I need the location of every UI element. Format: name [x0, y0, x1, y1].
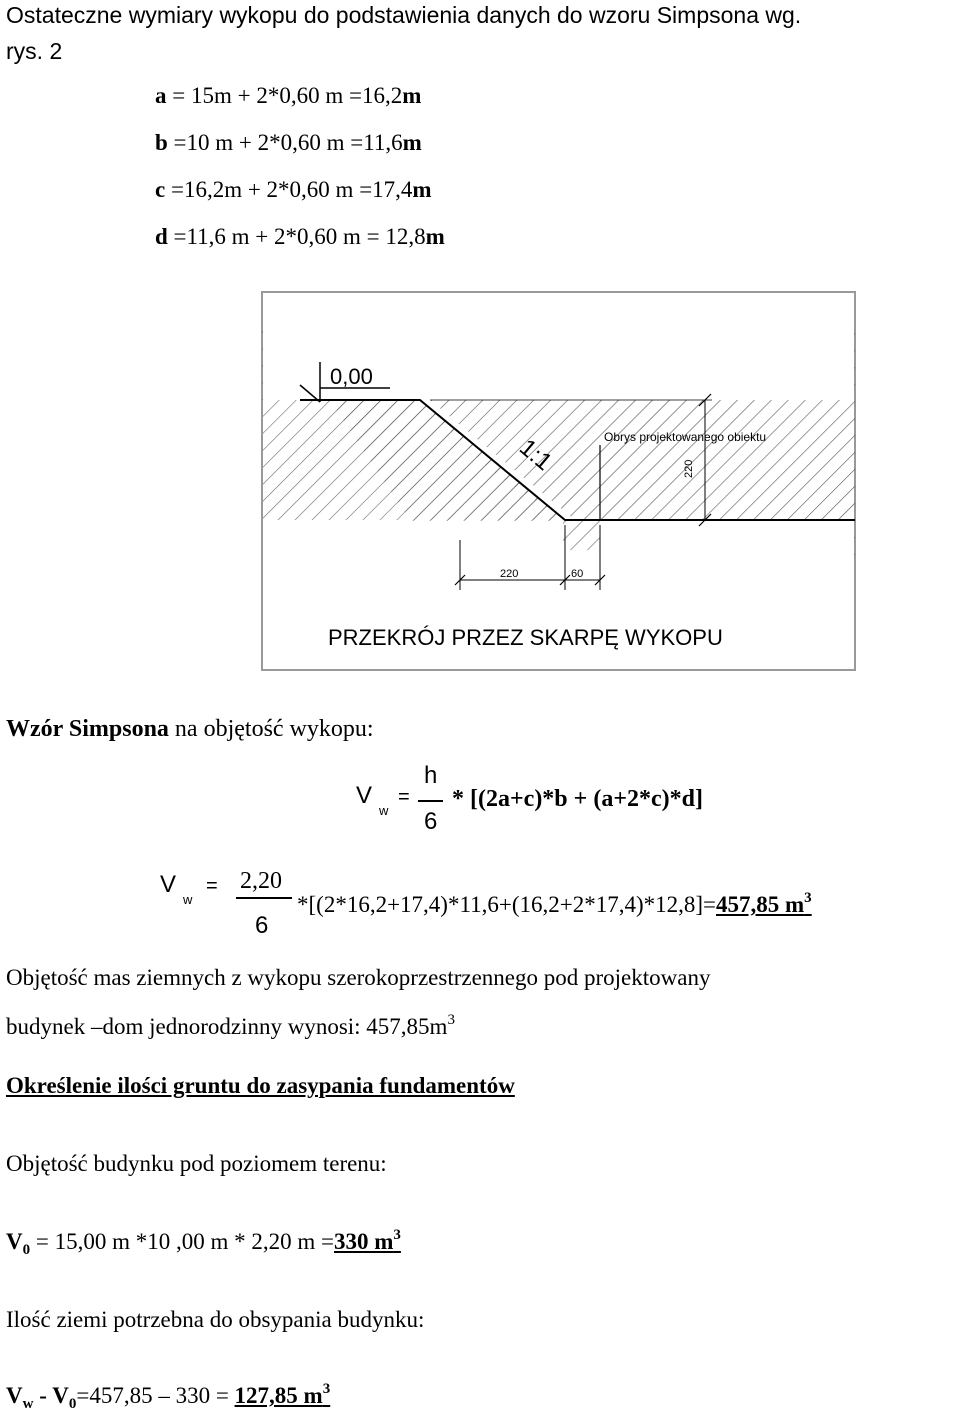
excavation-cross-section-figure — [0, 0, 960, 680]
simpson-formula-w: w — [379, 803, 389, 818]
width-dimension-2-label: 60 — [571, 568, 584, 580]
volume-text-line-2: budynek –dom jednorodzinny wynosi: $457,85m^3$ — [6, 1012, 455, 1039]
simpson-fraction-bar — [418, 800, 443, 802]
calc-fraction-bar — [236, 897, 292, 899]
calc-denominator: 6 — [255, 912, 269, 939]
volume-text-line-1: Objętość mas ziemnych z wykopu szerokoprzestrzennego pod projektowany — [6, 965, 711, 990]
soil-needed-formula: $V_w - V_0=457,85 - 330 = 127,85$ $m^3$ — [6, 1381, 331, 1412]
level-label: 0,00 — [330, 364, 373, 389]
dimension-c: c =16,2m + 2*0,60 m =17,4m — [155, 177, 432, 202]
slope-label: 1:1 — [514, 433, 558, 477]
dimension-d: d =11,6 m + 2*0,60 m = 12,8m — [155, 224, 445, 249]
dimension-b: b =10 m + 2*0,60 m =11,6m — [155, 130, 422, 155]
simpson-formula-V: V — [356, 782, 373, 809]
simpson-denominator: 6 — [424, 808, 438, 835]
calc-expression: *[(2*16,2+17,4)*11,6+(16,2+2*17,4)*12,8]=457,85 $m^3$ — [297, 890, 812, 917]
calc-w: w — [183, 892, 193, 907]
figure-caption: PRZEKRÓJ PRZEZ SKARPĘ WYKOPU — [328, 625, 723, 650]
intro-line-2: rys. 2 — [6, 38, 63, 64]
simpson-heading: Wzór Simpsona na objętość wykopu: — [6, 716, 374, 742]
calc-V: V — [160, 871, 177, 898]
building-volume-label: Objętość budynku pod poziomem terenu: — [6, 1151, 387, 1176]
simpson-formula-equals: = — [398, 786, 410, 808]
width-dimension-1-label: 220 — [500, 568, 519, 580]
height-dimension-label: 220 — [683, 459, 695, 478]
building-outline-label: Obrys projektowanego obiektu — [604, 430, 767, 444]
intro-line-1: Ostateczne wymiary wykopu do podstawienia danych do wzoru Simpsona wg. — [6, 2, 802, 28]
section-heading: Określenie ilości gruntu do zasypania fundamentów — [6, 1073, 515, 1098]
building-volume-formula: $V_0 = 15,00$ m *10 ,00 m * 2,20 m =330 $m^3$ — [6, 1227, 401, 1258]
calc-numerator: 2,20 — [240, 868, 282, 894]
soil-needed-label: Ilość ziemi potrzebna do obsypania budynku: — [6, 1307, 425, 1332]
calc-equals: = — [206, 875, 218, 897]
simpson-formula-rest: * [(2a+c)*b + (a+2*c)*d] — [452, 786, 703, 812]
dimension-a: a = 15m + 2*0,60 m =16,2m — [155, 83, 422, 108]
simpson-numerator: h — [424, 762, 438, 789]
